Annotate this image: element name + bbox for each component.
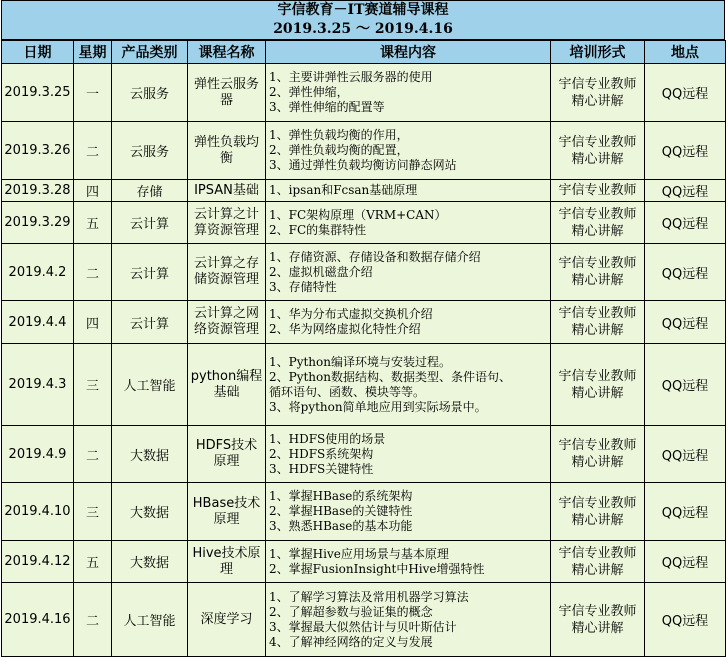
course-name-cell: Hive技术原理 [188, 541, 266, 583]
category-cell: 大数据 [112, 426, 188, 483]
header-row [2, 41, 726, 64]
header-content: 课程内容 [266, 41, 551, 64]
place-cell: QQ远程 [645, 202, 726, 244]
date-cell: 2019.4.9 [2, 426, 74, 483]
course-name-cell: 深度学习 [188, 583, 266, 657]
course-name-cell: 云计算之网络资源管理 [188, 301, 266, 344]
category-cell: 人工智能 [112, 583, 188, 657]
format-cell: 宇信专业教师精心讲解 [551, 344, 645, 426]
content-line: 2、弹性伸缩， [269, 85, 349, 99]
table-row [2, 541, 726, 583]
schedule-title: 宇信教育－IT赛道辅导课程 [277, 2, 449, 18]
content-line: 1、HDFS使用的场景 [269, 431, 386, 446]
content-line: 4、了解神经网络的定义与发展 [269, 634, 433, 649]
date-cell: 2019.3.29 [2, 202, 74, 244]
table-row [2, 301, 726, 344]
course-content-cell [266, 344, 551, 426]
content-line: 2、了解超参数与验证集的概念 [269, 604, 433, 619]
header-weekday: 星期 [74, 41, 112, 64]
content-line: 3、掌握最大似然估计与贝叶斯估计 [269, 619, 457, 634]
header-date: 日期 [2, 41, 74, 64]
header-place: 地点 [645, 41, 726, 64]
category-cell: 人工智能 [112, 344, 188, 426]
content-line: 3、HDFS关键特性 [269, 461, 374, 476]
table-row [2, 122, 726, 180]
content-line: 1、FC架构原理（VRM+CAN） [269, 207, 447, 222]
format-cell: 宇信专业教师精心讲解 [551, 122, 645, 180]
content-line: 2、掌握HBase的关键特性 [269, 504, 413, 518]
course-name-cell: 弹性云服务器 [188, 64, 266, 122]
weekday-cell: 二 [74, 583, 112, 657]
course-content-cell [266, 583, 551, 657]
place-cell: QQ远程 [645, 64, 726, 122]
date-cell: 2019.3.28 [2, 180, 74, 202]
title-block [1, 0, 725, 40]
category-cell: 云计算 [112, 202, 188, 244]
format-cell: 宇信专业教师精心讲解 [551, 483, 645, 541]
format-cell: 宇信专业教师精心讲解 [551, 244, 645, 301]
header-format: 培训形式 [551, 41, 645, 64]
content-line: 1、Python编译环境与安装过程。 [269, 354, 451, 369]
content-line: 1、存储资源、存储设备和数据存储介绍 [269, 249, 481, 264]
weekday-cell: 四 [74, 301, 112, 344]
content-line: 2、掌握FusionInsight中Hive增强特性 [269, 561, 485, 576]
content-line: 3、将python简单地应用到实际场景中。 [269, 399, 487, 414]
content-line: 2、FC的集群特性 [269, 222, 367, 237]
table-row [2, 344, 726, 426]
course-name-cell: 弹性负载均衡 [188, 122, 266, 180]
place-cell: QQ远程 [645, 244, 726, 301]
weekday-cell: 一 [74, 64, 112, 122]
category-cell: 存储 [112, 180, 188, 202]
content-line: 循环语句、函数、模块等等。 [269, 384, 426, 399]
course-content-cell [266, 244, 551, 301]
content-line: 1、ipsan和Fcsan基础原理 [269, 183, 418, 197]
course-content-cell [266, 180, 551, 202]
content-line: 3、通过弹性负载均衡访问静态网站 [269, 158, 457, 172]
date-cell: 2019.3.26 [2, 122, 74, 180]
course-content-cell [266, 122, 551, 180]
content-line: 1、主要讲弹性云服务器的使用 [269, 70, 433, 84]
table-row [2, 426, 726, 483]
content-line: 2、虚拟机磁盘介绍 [269, 264, 373, 279]
course-name-cell: 云计算之计算资源管理 [188, 202, 266, 244]
weekday-cell: 三 [74, 344, 112, 426]
date-cell: 2019.4.16 [2, 583, 74, 657]
content-line: 1、了解学习算法及常用机器学习算法 [269, 589, 469, 604]
table-row [2, 244, 726, 301]
category-cell: 云服务 [112, 64, 188, 122]
date-cell: 2019.4.10 [2, 483, 74, 541]
content-line: 1、弹性负载均衡的作用， [269, 128, 409, 142]
category-cell: 大数据 [112, 483, 188, 541]
date-cell: 2019.3.25 [2, 64, 74, 122]
weekday-cell: 二 [74, 426, 112, 483]
format-cell: 宇信专业教师精心讲解 [551, 541, 645, 583]
table-row [2, 180, 726, 202]
weekday-cell: 五 [74, 202, 112, 244]
format-cell: 宇信专业教师 [551, 180, 645, 202]
content-line: 3、熟悉HBase的基本功能 [269, 519, 413, 533]
place-cell: QQ远程 [645, 344, 726, 426]
content-line: 2、Python数据结构、数据类型、条件语句、 [269, 369, 511, 384]
content-line: 2、弹性负载均衡的配置， [269, 143, 409, 157]
course-content-cell [266, 301, 551, 344]
course-content-cell [266, 541, 551, 583]
date-cell: 2019.4.2 [2, 244, 74, 301]
content-line: 3、存储特性 [269, 279, 337, 294]
content-line: 2、HDFS系统架构 [269, 446, 374, 461]
content-line: 1、华为分布式虚拟交换机介绍 [269, 307, 433, 321]
schedule-sheet [1, 0, 725, 657]
course-name-cell: python编程基础 [188, 344, 266, 426]
table-row [2, 202, 726, 244]
header-category: 产品类别 [112, 41, 188, 64]
place-cell: QQ远程 [645, 301, 726, 344]
weekday-cell: 二 [74, 122, 112, 180]
format-cell: 宇信专业教师精心讲解 [551, 64, 645, 122]
weekday-cell: 二 [74, 244, 112, 301]
place-cell: QQ远程 [645, 122, 726, 180]
course-name-cell: IPSAN基础 [188, 180, 266, 202]
content-line: 2、华为网络虚拟化特性介绍 [269, 322, 421, 336]
format-cell: 宇信专业教师精心讲解 [551, 301, 645, 344]
course-content-cell [266, 202, 551, 244]
date-cell: 2019.4.12 [2, 541, 74, 583]
place-cell: QQ远程 [645, 483, 726, 541]
course-name-cell: HDFS技术原理 [188, 426, 266, 483]
category-cell: 云计算 [112, 244, 188, 301]
format-cell: 宇信专业教师精心讲解 [551, 583, 645, 657]
course-name-cell: 云计算之存储资源管理 [188, 244, 266, 301]
course-content-cell [266, 64, 551, 122]
schedule-date-range: 2019.3.25 ～ 2019.4.16 [273, 21, 453, 37]
format-cell: 宇信专业教师精心讲解 [551, 426, 645, 483]
weekday-cell: 四 [74, 180, 112, 202]
category-cell: 云服务 [112, 122, 188, 180]
place-cell: QQ远程 [645, 541, 726, 583]
place-cell: QQ远程 [645, 426, 726, 483]
weekday-cell: 五 [74, 541, 112, 583]
weekday-cell: 三 [74, 483, 112, 541]
format-cell: 宇信专业教师精心讲解 [551, 202, 645, 244]
table-row [2, 583, 726, 657]
schedule-table [1, 40, 726, 657]
course-content-cell [266, 426, 551, 483]
table-row [2, 64, 726, 122]
date-cell: 2019.4.4 [2, 301, 74, 344]
course-content-cell [266, 483, 551, 541]
content-line: 1、掌握Hive应用场景与基本原理 [269, 546, 449, 561]
category-cell: 大数据 [112, 541, 188, 583]
table-row [2, 483, 726, 541]
course-name-cell: HBase技术原理 [188, 483, 266, 541]
category-cell: 云计算 [112, 301, 188, 344]
content-line: 3、弹性伸缩的配置等 [269, 100, 385, 114]
content-line: 1、掌握HBase的系统架构 [269, 489, 413, 503]
place-cell: QQ远程 [645, 180, 726, 202]
place-cell: QQ远程 [645, 583, 726, 657]
header-course: 课程名称 [188, 41, 266, 64]
date-cell: 2019.4.3 [2, 344, 74, 426]
